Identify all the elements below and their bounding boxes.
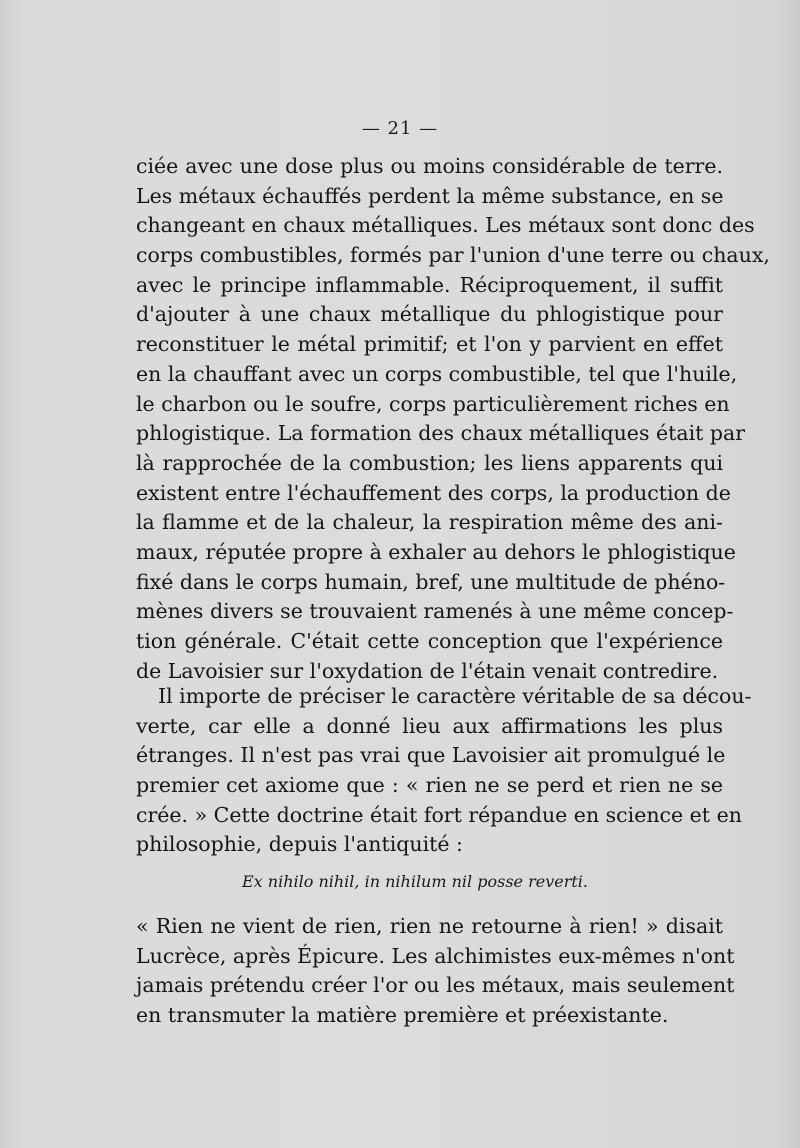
- text-line: Il importe de préciser le caractère véritable de sa décou-: [158, 684, 752, 708]
- text-line: d'ajouter à une chaux métallique du phlogistique pour: [136, 302, 723, 327]
- text-line: tion générale. C'était cette conception que l'expérience: [136, 629, 723, 653]
- text-line: verte, car elle a donné lieu aux affirmations les plus: [136, 713, 723, 738]
- text-line: le charbon ou le soufre, corps particulièrement riches en: [136, 391, 730, 416]
- paragraph-lavoisier-discovery: [136, 682, 752, 860]
- paragraph-lucretius: [136, 912, 735, 1031]
- text-line: maux, réputée propre à exhaler au dehors le phlogistique: [136, 539, 736, 564]
- latin-quote: Ex nihilo nihil, in nihilum nil posse reverti.: [241, 872, 588, 891]
- text-line: mènes divers se trouvaient ramenés à une même concep-: [136, 599, 734, 624]
- paragraph-phlogiston: [136, 152, 770, 686]
- text-line: de Lavoisier sur l'oxydation de l'étain venait contredire.: [136, 658, 719, 683]
- text-line: fixé dans le corps humain, bref, une multitude de phéno-: [136, 569, 726, 594]
- text-line: la flamme et de la chaleur, la respiration même des ani-: [136, 510, 723, 535]
- text-line: existent entre l'échauffement des corps, la production de: [136, 480, 731, 505]
- text-line: étranges. Il n'est pas vrai que Lavoisier ait promulgué le: [136, 743, 726, 768]
- text-line: reconstituer le métal primitif; et l'on y parvient en effet: [136, 332, 723, 357]
- text-line: philosophie, depuis l'antiquité :: [136, 832, 463, 857]
- text-line: « Rien ne vient de rien, rien ne retourne à rien! » disait: [136, 914, 723, 938]
- text-line: ciée avec une dose plus ou moins considérable de terre.: [136, 154, 723, 178]
- text-line: là rapprochée de la combustion; les liens apparents qui: [136, 450, 723, 475]
- page-number: — 21 —: [361, 118, 439, 139]
- text-line: Les métaux échauffés perdent la même substance, en se: [136, 183, 724, 208]
- text-line: en transmuter la matière première et préexistante.: [136, 1003, 669, 1028]
- text-line: en la chauffant avec un corps combustible, tel que l'huile,: [136, 361, 738, 386]
- text-line: crée. » Cette doctrine était fort répandue en science et en: [136, 802, 742, 827]
- text-line: premier cet axiome que : « rien ne se perd et rien ne se: [136, 773, 723, 798]
- text-line: Lucrèce, après Épicure. Les alchimistes eux-mêmes n'ont: [136, 943, 735, 968]
- text-line: phlogistique. La formation des chaux métalliques était par: [136, 421, 746, 446]
- text-line: changeant en chaux métalliques. Les métaux sont donc des: [136, 213, 755, 238]
- text-line: avec le principe inflammable. Réciproquement, il suffit: [136, 272, 723, 297]
- text-line: corps combustibles, formés par l'union d'une terre ou chaux,: [136, 243, 770, 268]
- text-line: jamais prétendu créer l'or ou les métaux, mais seulement: [136, 973, 735, 998]
